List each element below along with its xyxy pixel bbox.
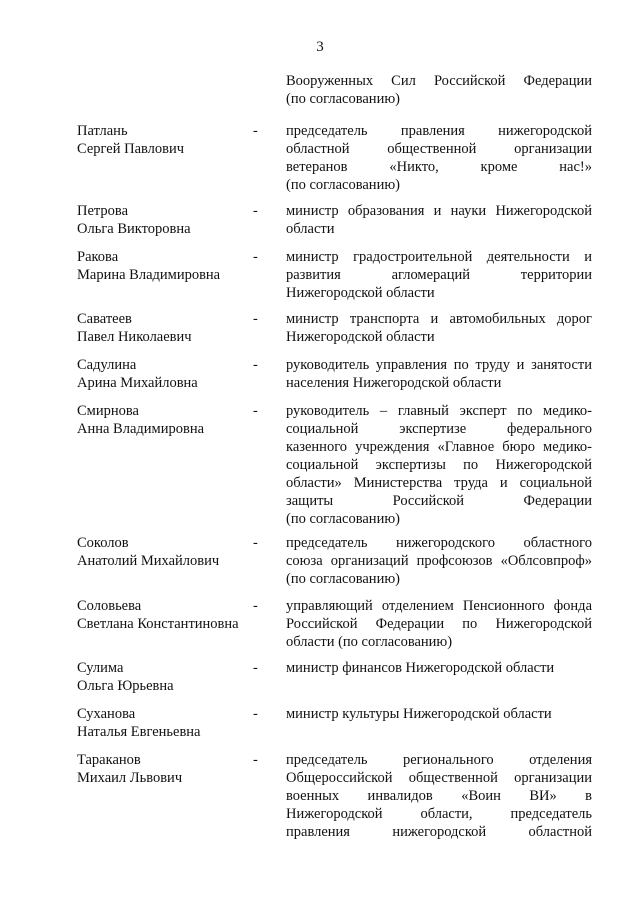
member-surname: Суханова	[77, 706, 136, 722]
role-line: министр образования и науки Нижегородской	[286, 203, 592, 219]
role-line: председатель регионального отделения	[286, 752, 592, 768]
member-surname: Соколов	[77, 535, 129, 551]
member-name	[77, 248, 257, 284]
role-line: области» Министерства труда и социальной	[286, 475, 592, 491]
member-given-name: Анатолий Михайлович	[77, 553, 220, 569]
member-surname: Патлань	[77, 123, 128, 139]
continuation-text	[286, 72, 592, 108]
role-line: областной общественной организации	[286, 141, 592, 157]
member-surname: Тараканов	[77, 752, 141, 768]
member-surname: Саватеев	[77, 311, 132, 327]
role-line: (по согласованию)	[286, 511, 400, 527]
role-line: Общероссийской общественной организации	[286, 770, 592, 786]
role-line: военных инвалидов «Воин ВИ» в	[286, 788, 592, 804]
member-name	[77, 534, 257, 570]
separator-dash: -	[253, 403, 258, 419]
member-given-name: Светлана Константиновна	[77, 616, 239, 632]
member-name	[77, 597, 257, 633]
role-line: председатель нижегородского областного	[286, 535, 592, 551]
member-role	[286, 248, 592, 302]
member-role	[286, 659, 592, 677]
role-line: (по согласованию)	[286, 177, 400, 193]
member-role	[286, 597, 592, 651]
role-line: области	[286, 221, 335, 237]
role-line: социальной экспертизе федерального	[286, 421, 592, 437]
role-line: союза организаций профсоюзов «Облсовпроф»	[286, 553, 592, 569]
role-line: (по согласованию)	[286, 571, 400, 587]
separator-dash: -	[253, 311, 258, 327]
role-line: министр градостроительной деятельности и	[286, 249, 592, 265]
member-surname: Садулина	[77, 357, 137, 373]
member-given-name: Марина Владимировна	[77, 267, 221, 283]
role-line: ветеранов «Никто, кроме нас!»	[286, 159, 592, 175]
continuation-line: Вооруженных Сил Российской Федерации	[286, 73, 592, 89]
continuation-line: (по согласованию)	[286, 91, 400, 107]
role-line: области (по согласованию)	[286, 634, 453, 650]
role-line: казенного учреждения «Главное бюро медико-	[286, 439, 592, 455]
role-line: защиты Российской Федерации	[286, 493, 592, 509]
separator-dash: -	[253, 123, 258, 139]
member-name	[77, 310, 257, 346]
member-role	[286, 402, 592, 528]
member-given-name: Сергей Павлович	[77, 141, 185, 157]
separator-dash: -	[253, 203, 258, 219]
role-line: развития агломераций территории	[286, 267, 592, 283]
member-name	[77, 751, 257, 787]
separator-dash: -	[253, 660, 258, 676]
member-name	[77, 705, 257, 741]
role-line: министр финансов Нижегородской области	[286, 660, 555, 676]
member-given-name: Арина Михайловна	[77, 375, 198, 391]
member-name	[77, 356, 257, 392]
member-name	[77, 402, 257, 438]
separator-dash: -	[253, 357, 258, 373]
separator-dash: -	[253, 535, 258, 551]
role-line: руководитель управления по труду и занятости	[286, 357, 592, 373]
member-given-name: Ольга Юрьевна	[77, 678, 174, 694]
member-given-name: Наталья Евгеньевна	[77, 724, 201, 740]
role-line: Российской Федерации по Нижегородской	[286, 616, 592, 632]
role-line: Нижегородской области, председатель	[286, 806, 592, 822]
separator-dash: -	[253, 249, 258, 265]
role-line: председатель правления нижегородской	[286, 123, 592, 139]
member-surname: Ракова	[77, 249, 119, 265]
member-role	[286, 534, 592, 588]
member-given-name: Анна Владимировна	[77, 421, 205, 437]
role-line: правления нижегородской областной	[286, 824, 592, 840]
role-line: руководитель – главный эксперт по медико-	[286, 403, 592, 419]
member-surname: Соловьева	[77, 598, 142, 614]
member-role	[286, 356, 592, 392]
member-surname: Сулима	[77, 660, 124, 676]
member-surname: Смирнова	[77, 403, 139, 419]
role-line: министр транспорта и автомобильных дорог	[286, 311, 592, 327]
member-role	[286, 202, 592, 238]
member-name	[77, 122, 257, 158]
role-line: Нижегородской области	[286, 329, 435, 345]
member-role	[286, 310, 592, 346]
role-line: министр культуры Нижегородской области	[286, 706, 552, 722]
member-surname: Петрова	[77, 203, 129, 219]
member-role	[286, 705, 592, 723]
role-line: населения Нижегородской области	[286, 375, 502, 391]
separator-dash: -	[253, 598, 258, 614]
member-role	[286, 751, 592, 841]
separator-dash: -	[253, 752, 258, 768]
member-given-name: Михаил Львович	[77, 770, 183, 786]
role-line: социальной экспертизы по Нижегородской	[286, 457, 592, 473]
member-role	[286, 122, 592, 194]
role-line: управляющий отделением Пенсионного фонда	[286, 598, 592, 614]
separator-dash: -	[253, 706, 258, 722]
member-given-name: Павел Николаевич	[77, 329, 192, 345]
page-number: 3	[316, 39, 324, 55]
role-line: Нижегородской области	[286, 285, 435, 301]
member-name	[77, 659, 257, 695]
member-name	[77, 202, 257, 238]
member-given-name: Ольга Викторовна	[77, 221, 191, 237]
